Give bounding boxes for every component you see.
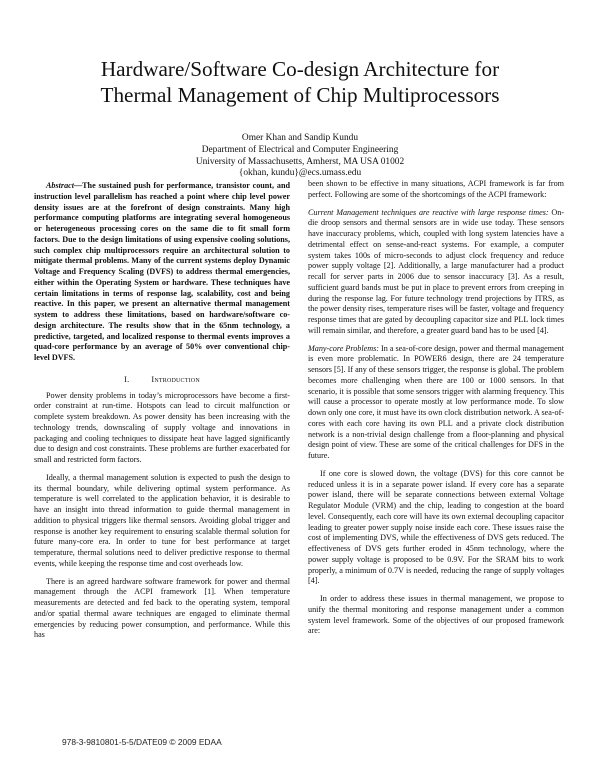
shortcoming-reactive-heading: Current Management techniques are reactive with large response times: [308,207,549,217]
intro-paragraph-2: Ideally, a thermal management solution is expected to push the design to its thermal boundary, while delivering optimal system performance. As temperature is well correlated to the application behavior, it is desirable to have an insight into thread information to guide thermal management in addition to physical triggers like thermal sensors. Avoiding global trigger and response is another key requirement to ensuring scalable thermal solution for future many-core era. In order to tune for best performance at target temperature, thermal solutions need to deliver predictive response to thermal events, while keeping the response time and cost overheads low. [34,472,290,568]
abstract [34,181,290,364]
abstract-dash: — [74,181,83,190]
left-column [34,181,290,641]
paper-title [0,56,600,108]
author-names: Omer Khan and Sandip Kundu [241,133,359,143]
right-column [308,179,564,637]
author-emails: {okhan, kundu}@ecs.umass.edu [238,167,362,178]
shortcoming-many-core-text: In a sea-of-core design, power and thermal management is even more problematic. In POWER6 design, there are 24 temperature sensors [5]. If any of these sensors trigger, the response is global. The problem becomes more challenging when there are 100 or 1000 sensors. In that scenario, it is possible that some sensors trigger with alarming frequency. This will cause a processor to operate mostly at low performance mode. To slow down only one core, it must have its own clock distribution network. A sea-of-cores with each core having its own PLL and a private clock distribution network is a non-trivial design challenge from a floor-planning and physical design point of view. These are some of the critical challenges for DFS in the future. [308,343,564,460]
objectives-paragraph: In order to address these issues in thermal management, we propose to unify the thermal monitoring and response management under a common system level framework. Some of the objectives of our proposed framework are: [308,594,564,636]
abstract-text: The sustained push for performance, transistor count, and instruction level parallelism has reached a point where chip level power density issues are at the forefront of design constraints. Many high performance computing platforms are integrating several homogeneous or heterogeneous processing cores on the same die to fit small form factors. Due to the design limitations of using expensive cooling solutions, such complex chip multiprocessors require an architectural solution to mitigate thermal problems. Many of the current systems deploy Dynamic Voltage and Frequency Scaling (DVFS) to address thermal emergencies, either within the Operating System or hardware. These techniques have certain limitations in terms of response lag, scalability, cost and being reactive. In this paper, we present an alternative thermal management system to address these limitations, based on hardware/software co-design architecture. The results show that in the 65nm technology, a predictive, targeted, and localized response to thermal events improves a quad-core performance by an average of 50% over conventional chip-level DVFS. [34,181,290,362]
author-block [0,133,600,179]
abstract-label: Abstract [46,181,74,190]
section-number: I. [124,374,130,384]
shortcoming-reactive-text: On-die droop sensors and thermal sensors are in wide use today. These sensors have inaccuracy problems, which, coupled with long system latencies have a detrimental effect on sense-and-react systems. For example, a computer system takes 100s of micro-seconds to adjust clock frequency and reduce power supply voltage [2]. Additionally, a large manufacturer had a product recall for server parts in 2006 due to sensor inaccuracy [3]. As a result, sufficient guard bands must be put in place to prevent errors from creeping in during the response lag. For future technology trend projections by ITRS, as the power density rises, temperature rises will be faster, voltage and frequency response times that are gated by decoupling capacitor size and PLL lock times will remain similar, and therefore, a greater guard band has to be used [4]. [308,207,564,335]
title-line-1: Hardware/Software Co-design Architecture for [100,57,500,81]
intro-paragraph-1: Power density problems in today’s microprocessors have become a first-order constraint at run-time. Hotspots can lead to circuit malfunction or complete system breakdown. As power density has been increasing with the technology trends, downscaling of supply voltage and innovations in packaging and cooling techniques to dissipate heat have lagged significantly due to design and cost constraints. These problems are further exacerbated for small and restricted form factors. [34,390,290,464]
dvs-paragraph: If one core is slowed down, the voltage (DVS) for this core cannot be reduced unless it is in a separate power island. If every core has a separate power island, there will be separate connections between external Voltage Regulator Module (VRM) and the chip, leading to congestion at the board level. Consequently, each core will have its own external decoupling capacitor leading to greater power supply noise inside each core. These issues raise the cost of implementing DVS, while the effectiveness of DVS gets reduced. The effectiveness of DVS gets further eroded in 45nm technology, where the power supply voltage is proposed to be 0.9V. For the SRAM bits to work properly, a minimum of 0.7V is needed, reducing the range of supply voltages [4]. [308,468,564,586]
section-title: Introduction [151,374,200,384]
intro-paragraph-3: There is an agreed hardware software framework for power and thermal management through the ACPI framework [1]. When temperature measurements are detected and fed back to the operating system, temporal and/or spatial thermal aware techniques are engaged to eliminate thermal emergencies by reducing power consumption, and performance. While this has [34,576,290,640]
affiliation-department: Department of Electrical and Computer Engineering [201,145,399,156]
section-heading-introduction [34,375,290,386]
title-line-2: Thermal Management of Chip Multiprocessors [100,83,500,107]
affiliation-university: University of Massachusetts, Amherst, MA USA 01002 [195,156,405,167]
shortcoming-reactive [308,208,564,337]
shortcoming-many-core-heading: Many-core Problems: [308,343,379,353]
shortcoming-many-core [308,344,564,462]
copyright-footer: 978-3-9810801-5-5/DATE09 © 2009 EDAA [62,737,222,747]
continuation-paragraph: been shown to be effective in many situations, ACPI framework is far from perfect. Following are some of the shortcomings of the ACPI framework: [308,179,564,199]
